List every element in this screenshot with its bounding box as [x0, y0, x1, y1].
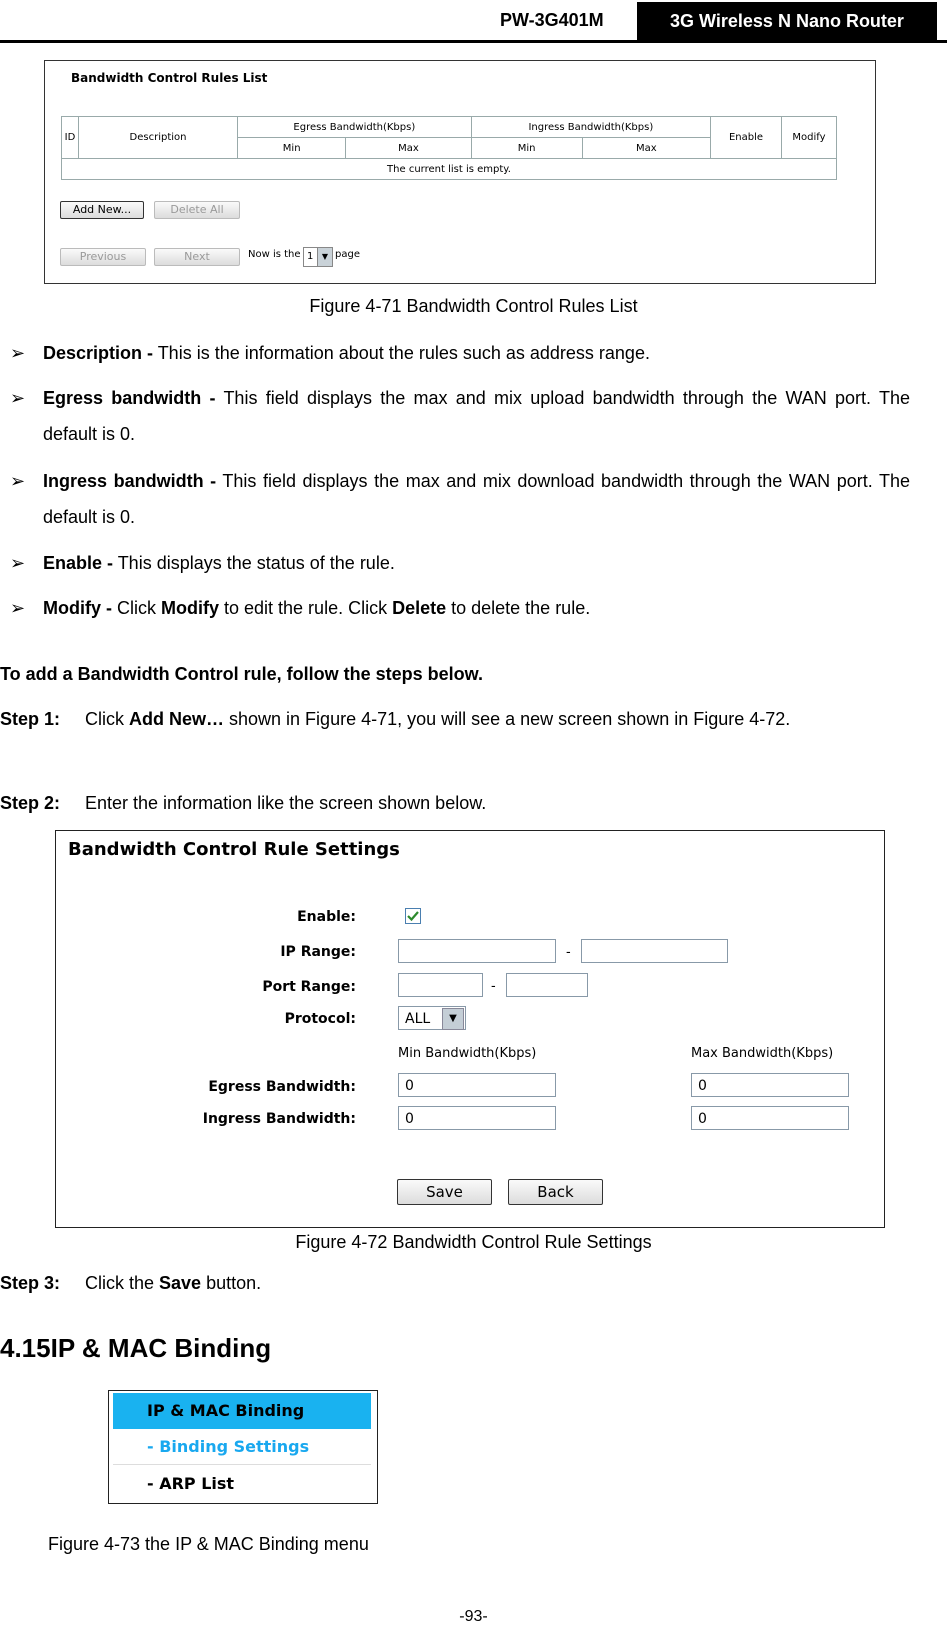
ip-range-end-input[interactable] [581, 939, 728, 963]
col-modify: Modify [782, 117, 837, 159]
page-select[interactable] [303, 247, 333, 267]
port-range-start-input[interactable] [398, 973, 483, 997]
now-is-the-label: Now is the [248, 249, 301, 260]
arrow-bullet-icon: ➢ [10, 471, 26, 491]
bullet-term: Description - [43, 343, 154, 363]
step-text: button. [201, 1273, 262, 1293]
col-ingress-max: Max [582, 138, 710, 159]
bandwidth-rule-settings-figure [55, 830, 885, 1228]
col-ingress: Ingress Bandwidth(Kbps) [471, 117, 710, 138]
checkmark-icon [406, 909, 420, 923]
bullet-bold: Modify [161, 598, 219, 618]
menu-item-binding-settings[interactable]: - Binding Settings [113, 1429, 371, 1465]
ip-range-dash: - [566, 943, 571, 959]
bullet-text: This displays the status of the rule. [113, 553, 395, 573]
max-bandwidth-header: Max Bandwidth(Kbps) [691, 1046, 834, 1061]
step-label: Step 2: [0, 793, 61, 813]
col-enable: Enable [711, 117, 782, 159]
col-description: Description [79, 117, 238, 159]
empty-message: The current list is empty. [62, 159, 837, 180]
ip-mac-binding-menu [108, 1390, 378, 1504]
bullet-text: This field displays the max and mix upload bandwidth through the WAN port. The default is 0. [43, 388, 910, 444]
ingress-label: Ingress Bandwidth: [202, 1111, 356, 1127]
step-text: Enter the information like the screen shown below. [85, 793, 487, 813]
step-2 [0, 785, 915, 821]
page-label: page [335, 249, 360, 260]
chevron-down-icon: ▼ [317, 248, 332, 266]
previous-button[interactable]: Previous [60, 248, 146, 266]
next-button[interactable]: Next [154, 248, 240, 266]
arrow-bullet-icon: ➢ [10, 388, 26, 408]
protocol-select[interactable] [398, 1006, 466, 1030]
bullet-egress [10, 380, 910, 452]
section-number: 4.15 [0, 1333, 51, 1363]
port-range-end-input[interactable] [506, 973, 588, 997]
bullet-term: Enable - [43, 553, 114, 573]
arrow-bullet-icon: ➢ [10, 553, 26, 573]
chevron-down-icon: ▼ [442, 1008, 464, 1030]
bullet-term: Ingress bandwidth - [43, 471, 217, 491]
bullet-text: Click [112, 598, 161, 618]
figure-title: Bandwidth Control Rules List [71, 71, 268, 85]
bullet-description [10, 335, 910, 371]
header-model: PW-3G401M [500, 10, 604, 30]
figure-71-caption: Figure 4-71 Bandwidth Control Rules List [309, 296, 638, 316]
step-bold: Save [159, 1273, 202, 1293]
bullet-text: This field displays the max and mix download bandwidth through the WAN port. The default is 0. [43, 471, 911, 527]
steps-intro: To add a Bandwidth Control rule, follow the steps below. [0, 664, 484, 684]
step-text: shown in Figure 4-71, you will see a new screen shown in Figure 4-72. [224, 709, 791, 729]
egress-min-input[interactable]: 0 [398, 1073, 556, 1097]
save-button[interactable]: Save [397, 1179, 492, 1205]
step-1 [0, 701, 915, 737]
ip-range-start-input[interactable] [398, 939, 556, 963]
col-id: ID [62, 117, 79, 159]
section-title: IP & MAC Binding [50, 1333, 272, 1363]
bullet-text: to edit the rule. Click [219, 598, 393, 618]
menu-item-arp-list[interactable]: - ARP List [147, 1474, 235, 1493]
enable-label: Enable: [297, 909, 356, 925]
arrow-bullet-icon: ➢ [10, 598, 26, 618]
header-product: 3G Wireless N Nano Router [637, 2, 937, 40]
bullet-term: Egress bandwidth - [43, 388, 216, 408]
page-select-value: 1 [307, 251, 314, 262]
ingress-min-input[interactable]: 0 [398, 1106, 556, 1130]
egress-max-input[interactable]: 0 [691, 1073, 849, 1097]
bullet-text: to delete the rule. [446, 598, 591, 618]
enable-checkbox[interactable] [405, 908, 421, 924]
bandwidth-rules-list-figure [44, 60, 876, 284]
col-egress-min: Min [238, 138, 346, 159]
bullet-modify [10, 590, 910, 626]
back-button[interactable]: Back [508, 1179, 603, 1205]
step-text: Click [85, 709, 129, 729]
ip-range-label: IP Range: [280, 944, 356, 960]
col-ingress-min: Min [471, 138, 582, 159]
port-range-dash: - [491, 977, 496, 993]
page-number: -93- [459, 1608, 488, 1625]
arrow-bullet-icon: ➢ [10, 343, 26, 363]
figure-72-caption: Figure 4-72 Bandwidth Control Rule Settings [295, 1232, 652, 1252]
min-bandwidth-header: Min Bandwidth(Kbps) [398, 1046, 537, 1061]
figure-title: Bandwidth Control Rule Settings [68, 839, 400, 860]
protocol-label: Protocol: [284, 1011, 356, 1027]
bullet-enable [10, 545, 910, 581]
add-new-button[interactable]: Add New... [60, 201, 144, 219]
bullet-bold: Delete [392, 598, 447, 618]
step-text: Click the [85, 1273, 160, 1293]
step-3 [0, 1265, 915, 1301]
figure-73-caption: Figure 4-73 the IP & MAC Binding menu [48, 1534, 369, 1554]
header-rule [0, 40, 947, 43]
rules-table [61, 116, 837, 180]
col-egress: Egress Bandwidth(Kbps) [238, 117, 472, 138]
step-label: Step 3: [0, 1273, 61, 1293]
protocol-value: ALL [405, 1011, 431, 1027]
egress-label: Egress Bandwidth: [208, 1079, 356, 1095]
ingress-max-input[interactable]: 0 [691, 1106, 849, 1130]
menu-item-ip-mac-binding[interactable]: IP & MAC Binding [113, 1393, 371, 1429]
bullet-ingress [10, 463, 910, 535]
bullet-term: Modify - [43, 598, 112, 618]
delete-all-button[interactable]: Delete All [154, 201, 240, 219]
step-bold: Add New… [129, 709, 225, 729]
step-label: Step 1: [0, 709, 61, 729]
section-heading [0, 1333, 271, 1364]
port-range-label: Port Range: [262, 979, 356, 995]
bullet-text: This is the information about the rules such as address range. [153, 343, 650, 363]
col-egress-max: Max [346, 138, 471, 159]
